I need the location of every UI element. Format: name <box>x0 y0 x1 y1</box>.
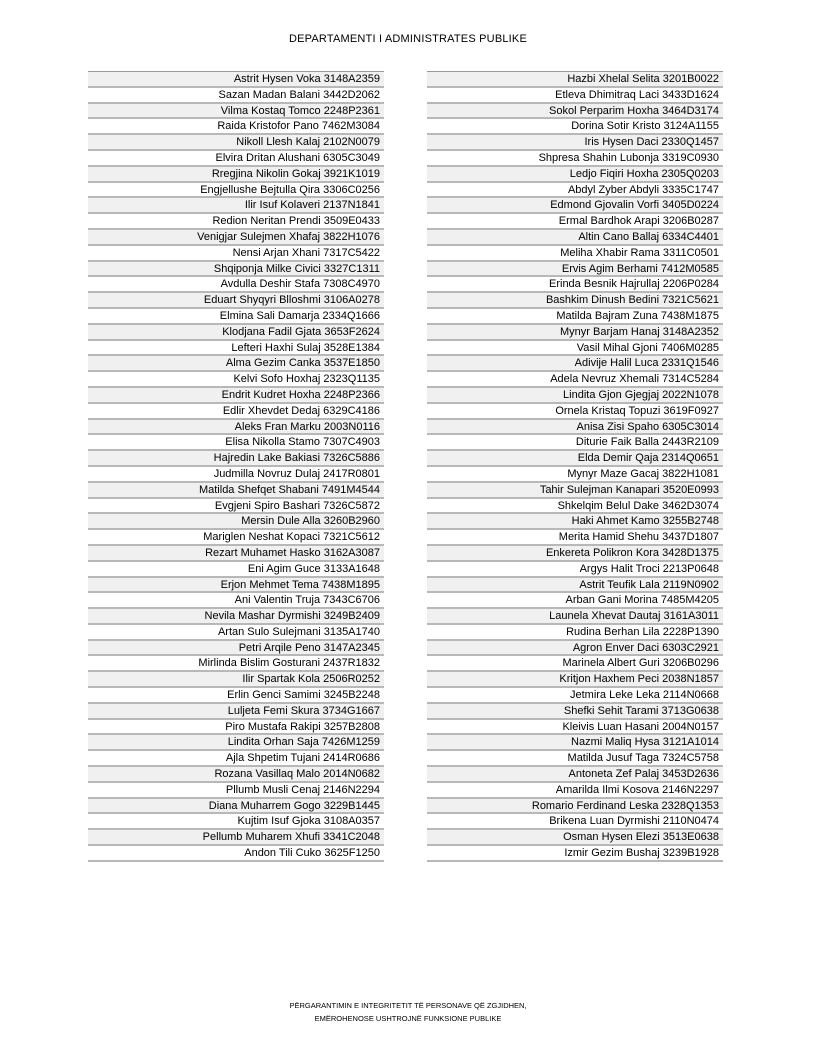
name-row: Kleivis Luan Hasani 2004N0157 <box>427 720 723 736</box>
name-row: Anisa Zisi Spaho 6305C3014 <box>427 420 723 436</box>
name-row: Abdyl Zyber Abdyli 3335C1747 <box>427 183 723 199</box>
name-row: Lindita Orhan Saja 7426M1259 <box>88 735 384 751</box>
name-row: Shefki Sehit Tarami 3713G0638 <box>427 704 723 720</box>
name-row: Artan Sulo Sulejmani 3135A1740 <box>88 625 384 641</box>
name-row: Judmilla Novruz Dulaj 2417R0801 <box>88 467 384 483</box>
name-row: Rezart Muhamet Hasko 3162A3087 <box>88 546 384 562</box>
name-row: Diturie Faik Balla 2443R2109 <box>427 435 723 451</box>
name-row: Piro Mustafa Rakipi 3257B2808 <box>88 720 384 736</box>
footer-line-1: PËRGARANTIMIN E INTEGRITETIT TË PERSONAVE QË ZGJIDHEN, <box>289 1001 527 1010</box>
name-row: Rregjina Nikolin Gokaj 3921K1019 <box>88 167 384 183</box>
name-row: Endrit Kudret Hoxha 2248P2366 <box>88 388 384 404</box>
name-row: Mersin Dule Alla 3260B2960 <box>88 514 384 530</box>
name-row: Sokol Perparim Hoxha 3464D3174 <box>427 104 723 120</box>
name-row: Elmina Sali Damarja 2334Q1666 <box>88 309 384 325</box>
name-row: Kelvi Sofo Hoxhaj 2323Q1135 <box>88 372 384 388</box>
name-row: Redion Neritan Prendi 3509E0433 <box>88 214 384 230</box>
name-row: Ledjo Fiqiri Hoxha 2305Q0203 <box>427 167 723 183</box>
name-row: Iris Hysen Daci 2330Q1457 <box>427 135 723 151</box>
name-row: Elisa Nikolla Stamo 7307C4903 <box>88 435 384 451</box>
name-row: Romario Ferdinand Leska 2328Q1353 <box>427 799 723 815</box>
name-row: Ermal Bardhok Arapi 3206B0287 <box>427 214 723 230</box>
name-row: Pellumb Muharem Xhufi 3341C2048 <box>88 830 384 846</box>
name-row: Evgjeni Spiro Bashari 7326C5872 <box>88 499 384 515</box>
name-row: Shkelqim Belul Dake 3462D3074 <box>427 499 723 515</box>
name-row: Astrit Teufik Lala 2119N0902 <box>427 578 723 594</box>
name-row: Mynyr Barjam Hanaj 3148A2352 <box>427 325 723 341</box>
name-row: Erlin Genci Samimi 3245B2248 <box>88 688 384 704</box>
name-row: Vasil Mihal Gjoni 7406M0285 <box>427 341 723 357</box>
name-row: Engjellushe Bejtulla Qira 3306C0256 <box>88 183 384 199</box>
name-row: Raida Kristofor Pano 7462M3084 <box>88 119 384 135</box>
name-row: Ilir Spartak Kola 2506R0252 <box>88 672 384 688</box>
name-row: Diana Muharrem Gogo 3229B1445 <box>88 799 384 815</box>
name-row: Enkereta Polikron Kora 3428D1375 <box>427 546 723 562</box>
name-row: Ilir Isuf Kolaveri 2137N1841 <box>88 198 384 214</box>
name-row: Erinda Besnik Hajrullaj 2206P0284 <box>427 277 723 293</box>
name-row: Luljeta Femi Skura 3734G1667 <box>88 704 384 720</box>
right-name-list <box>427 71 723 862</box>
name-row: Erjon Mehmet Tema 7438M1895 <box>88 578 384 594</box>
name-row: Matilda Bajram Zuna 7438M1875 <box>427 309 723 325</box>
name-row: Matilda Jusuf Taga 7324C5758 <box>427 751 723 767</box>
name-row: Rudina Berhan Lila 2228P1390 <box>427 625 723 641</box>
name-row: Shqiponja Milke Civici 3327C1311 <box>88 262 384 278</box>
name-row: Nazmi Maliq Hysa 3121A1014 <box>427 735 723 751</box>
name-row: Sazan Madan Balani 3442D2062 <box>88 88 384 104</box>
page-footer <box>0 999 816 1025</box>
name-row: Avdulla Deshir Stafa 7308C4970 <box>88 277 384 293</box>
name-row: Amarilda Ilmi Kosova 2146N2297 <box>427 783 723 799</box>
name-row: Mirlinda Bislim Gosturani 2437R1832 <box>88 656 384 672</box>
page-title: DEPARTAMENTI I ADMINISTRATES PUBLIKE <box>288 33 528 45</box>
name-row: Edmond Gjovalin Vorfi 3405D0224 <box>427 198 723 214</box>
name-row: Matilda Shefqet Shabani 7491M4544 <box>88 483 384 499</box>
name-row: Bashkim Dinush Bedini 7321C5621 <box>427 293 723 309</box>
name-row: Ervis Agim Berhami 7412M0585 <box>427 262 723 278</box>
name-row: Ajla Shpetim Tujani 2414R0686 <box>88 751 384 767</box>
name-row: Nensi Arjan Xhani 7317C5422 <box>88 246 384 262</box>
name-row: Elvira Dritan Alushani 6305C3049 <box>88 151 384 167</box>
name-row: Etleva Dhimitraq Laci 3433D1624 <box>427 88 723 104</box>
name-row: Argys Halit Troci 2213P0648 <box>427 562 723 578</box>
name-row: Arban Gani Morina 7485M4205 <box>427 593 723 609</box>
name-row: Alma Gezim Canka 3537E1850 <box>88 356 384 372</box>
name-row: Mariglen Neshat Kopaci 7321C5612 <box>88 530 384 546</box>
name-row: Meliha Xhabir Rama 3311C0501 <box>427 246 723 262</box>
name-row: Hazbi Xhelal Selita 3201B0022 <box>427 72 723 88</box>
name-row: Edlir Xhevdet Dedaj 6329C4186 <box>88 404 384 420</box>
name-row: Lindita Gjon Gjegjaj 2022N1078 <box>427 388 723 404</box>
name-row: Ani Valentin Truja 7343C6706 <box>88 593 384 609</box>
name-row: Launela Xhevat Dautaj 3161A3011 <box>427 609 723 625</box>
name-row: Nevila Mashar Dyrmishi 3249B2409 <box>88 609 384 625</box>
name-row: Agron Enver Daci 6303C2921 <box>427 641 723 657</box>
name-row: Andon Tili Cuko 3625F1250 <box>88 846 384 862</box>
name-row: Izmir Gezim Bushaj 3239B1928 <box>427 846 723 862</box>
name-row: Vilma Kostaq Tomco 2248P2361 <box>88 104 384 120</box>
name-row: Ornela Kristaq Topuzi 3619F0927 <box>427 404 723 420</box>
name-row: Aleks Fran Marku 2003N0116 <box>88 420 384 436</box>
name-row: Adivije Halil Luca 2331Q1546 <box>427 356 723 372</box>
left-name-list <box>88 71 384 862</box>
name-row: Eduart Shyqyri Blloshmi 3106A0278 <box>88 293 384 309</box>
name-row: Kujtim Isuf Gjoka 3108A0357 <box>88 814 384 830</box>
name-row: Venigjar Sulejmen Xhafaj 3822H1076 <box>88 230 384 246</box>
name-row: Marinela Albert Guri 3206B0296 <box>427 656 723 672</box>
name-row: Brikena Luan Dyrmishi 2110N0474 <box>427 814 723 830</box>
name-row: Klodjana Fadil Gjata 3653F2624 <box>88 325 384 341</box>
name-row: Petri Arqile Peno 3147A2345 <box>88 641 384 657</box>
name-row: Haki Ahmet Kamo 3255B2748 <box>427 514 723 530</box>
name-row: Kritjon Haxhem Peci 2038N1857 <box>427 672 723 688</box>
name-row: Dorina Sotir Kristo 3124A1155 <box>427 119 723 135</box>
name-row: Osman Hysen Elezi 3513E0638 <box>427 830 723 846</box>
name-row: Astrit Hysen Voka 3148A2359 <box>88 72 384 88</box>
name-row: Lefteri Haxhi Sulaj 3528E1384 <box>88 341 384 357</box>
name-row: Merita Hamid Shehu 3437D1807 <box>427 530 723 546</box>
name-row: Altin Cano Ballaj 6334C4401 <box>427 230 723 246</box>
name-row: Jetmira Leke Leka 2114N0668 <box>427 688 723 704</box>
name-row: Mynyr Maze Gacaj 3822H1081 <box>427 467 723 483</box>
name-row: Pllumb Musli Cenaj 2146N2294 <box>88 783 384 799</box>
footer-line-2: EMËROHENOSE USHTROJNË FUNKSIONE PUBLIKE <box>314 1014 502 1023</box>
name-row: Shpresa Shahin Lubonja 3319C0930 <box>427 151 723 167</box>
name-row: Rozana Vasillaq Malo 2014N0682 <box>88 767 384 783</box>
name-row: Hajredin Lake Bakiasi 7326C5886 <box>88 451 384 467</box>
name-row: Elda Demir Qaja 2314Q0651 <box>427 451 723 467</box>
name-row: Nikoll Llesh Kalaj 2102N0079 <box>88 135 384 151</box>
name-row: Eni Agim Guce 3133A1648 <box>88 562 384 578</box>
name-row: Tahir Sulejman Kanapari 3520E0993 <box>427 483 723 499</box>
name-row: Adela Nevruz Xhemali 7314C5284 <box>427 372 723 388</box>
name-row: Antoneta Zef Palaj 3453D2636 <box>427 767 723 783</box>
